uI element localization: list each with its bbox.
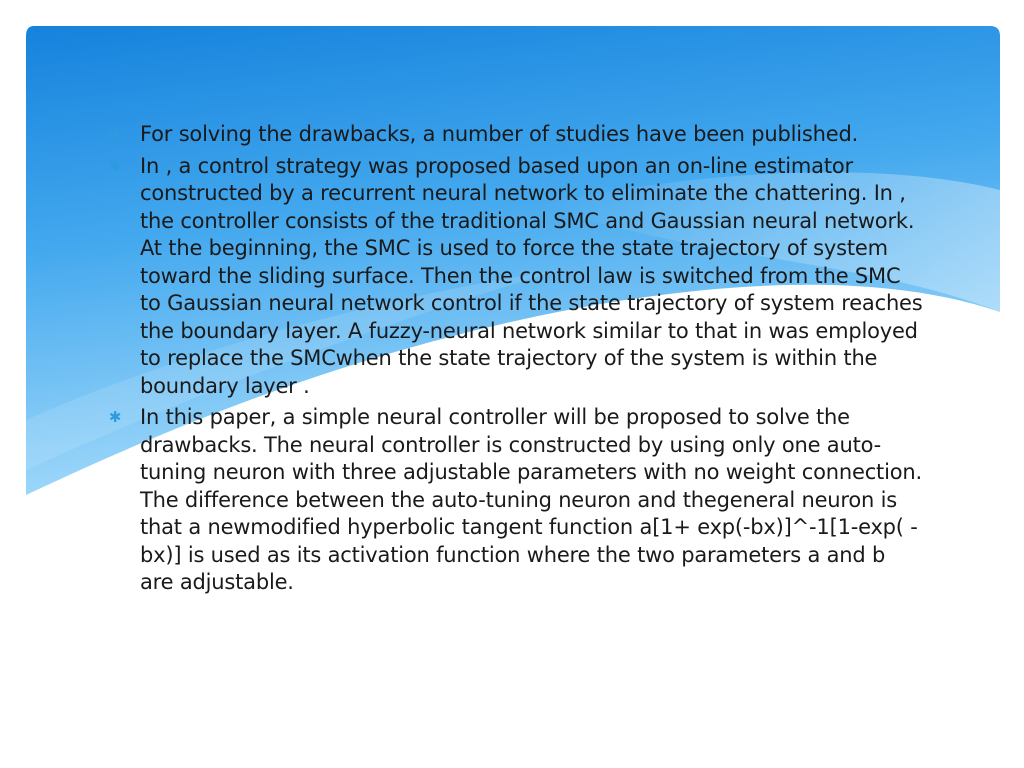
bullet-text: In this paper, a simple neural controller will be proposed to solve the drawbacks. The neural controller is constructed by using only one auto-tuning neuron with three adjustable parameters with no weight connection. The difference between the auto-tuning neuron and thegeneral neuron is that a newmodified hyperbolic tangent function a[1+ exp(-bx)]^-1[1-exp( - bx)] is used as its activation function where the two parameters a and b are adjustable. [140,405,922,594]
list-item [104,121,924,149]
asterisk-bullet-icon: ✱ [108,408,122,426]
list-item [104,153,924,401]
bullet-text: In , a control strategy was proposed based upon an on-line estimator constructed by a recurrent neural network to eliminate the chattering. In , the controller consists of the traditional SMC and Gaussian neural network. At the beginning, the SMC is used to force the state trajectory of system toward the sliding surface. Then the control law is switched from the SMC to Gaussian neural network control if the state trajectory of system reaches the boundary layer. A fuzzy-neural network similar to that in was employed to replace the SMCwhen the state trajectory of the system is within the boundary layer . [140,153,923,398]
bullet-text: For solving the drawbacks, a number of studies have been published. [140,122,859,146]
asterisk-bullet-icon: ✱ [108,125,122,143]
asterisk-bullet-icon: ✱ [108,156,122,175]
slide-content [104,121,924,601]
list-item [104,404,924,597]
bullet-list [104,121,924,597]
